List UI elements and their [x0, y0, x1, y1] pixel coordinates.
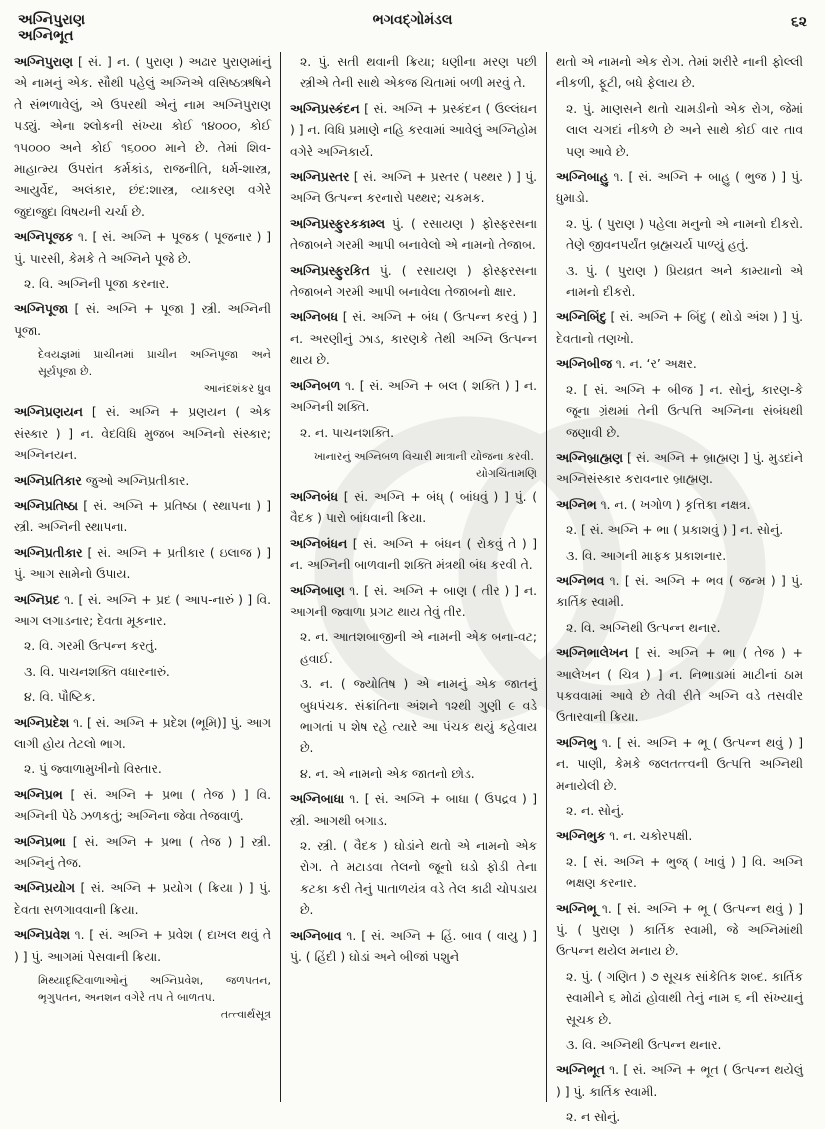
headword: અગ્નિપ્રદ [14, 592, 60, 607]
sub-sense: ૨. પું જ્વાળામુખીનો વિસ્તાર. [24, 762, 162, 777]
headword: અગ્નિબાણ [290, 583, 345, 598]
sub-sense: ૨. સ્ત્રી. ( વૈદક ) ઘોડાંને થતો એ નામનો એક રોગ. તે મટાડવા તેલનો જૂનો ઘડો ફોડી તેના કટકા કરી તેનું પાતાળયંત્ર વડે તેલ કાઢી ચોપડાય છે. [300, 839, 537, 918]
headword: અગ્નિપૂજક [14, 230, 74, 245]
definition: [ સં. અગ્નિ + પૂજા ] સ્ત્રી. અગ્નિની પૂજા. [14, 302, 271, 338]
definition: [ સં. અગ્નિ + પ્રતિષ્ઠા ( સ્થાપના ) ] સ્ત્રી. અગ્નિની સ્થાપના. [14, 498, 271, 535]
definition: ૧. [ સં. અગ્નિ + બલ ( શક્તિ ) ] ન. અગ્નિની શક્તિ. [290, 378, 537, 415]
definition: ૧. ન. ચકોરપક્ષી. [605, 829, 693, 844]
headword: અગ્નિપ્રયોગ [14, 881, 75, 896]
headword: અગ્નિભાલેખન [556, 646, 629, 661]
dictionary-entry [556, 495, 803, 516]
definition: ૧. [ સં. અગ્નિ + બાણ ( તીર ) ] ન. આગની જ્વાળા પ્રગટ થાય તેવું તીર. [290, 583, 537, 619]
definition: [ સં. અગ્નિ + પ્રભા ( તેજ ) ] વિ. અગ્નિની પેઠે ઝળકતું; અગ્નિના જેવા તેજવાળું. [14, 787, 271, 824]
headword: અગ્નિપ્રતિષ્ઠા [14, 498, 79, 513]
dictionary-entry [14, 878, 271, 921]
dictionary-entry [14, 713, 271, 756]
quote-source: આનંદશંકર ધ્રુવ [203, 382, 271, 396]
quote-text: મિથ્યાદૃષ્ટિવાળાઓનું અગ્નિપ્રવેશ, જળપતન, ભૃગુપતન, અનશન વગેરે તપ તે બાળતપ. [38, 974, 271, 1005]
dictionary-entry [14, 543, 271, 586]
dictionary-entry [14, 496, 271, 539]
definition: [ સં. અગ્નિ + પ્રભા ( તેજ ) ] સ્ત્રી. અગ્નિનું તેજ. [14, 834, 271, 870]
sub-sense: ૨. [ સં. અગ્નિ + ભુજ્ ( ખાવું ) ] વિ. અગ્નિ ભક્ષણ કરનાર. [566, 854, 803, 891]
dictionary-entry [14, 471, 271, 492]
definition: ૧. [ સં. અગ્નિ + ભૂત ( ઉત્પન્ન થયેલું ) ] પું. કાર્તિક સ્વામી. [556, 1063, 803, 1099]
dictionary-entry [556, 307, 803, 350]
definition: [ સં. અગ્નિ + પ્રયોગ ( ક્રિયા ) ] પું. દેવતા સળગાવવાની ક્રિયા. [14, 881, 271, 917]
headword: અગ્નિબ્રાહ્મણ [556, 450, 623, 465]
dictionary-entry [556, 354, 803, 375]
sub-sense: ૨. વિ. ગરમી ઉત્પન્ન કરતું. [24, 639, 158, 654]
dictionary-entry [290, 99, 537, 163]
sub-sense: ૨. ન સોનું. [566, 1110, 621, 1125]
headword: અગ્નિપ્રભ [14, 787, 63, 802]
definition: જુઓ અગ્નિપ્રતીકાર. [81, 473, 190, 488]
sub-sense: ૩. ન. ( જ્યોતિષ ) એ નામનું એક જાતનું બુધપંચક. સંક્રાંતિના અંશને ૧૨થી ગુણી ૯ વડે ભાગતાં ૫ શેષ રહે ત્યારે આ પંચક થયું કહેવાય છે. [300, 677, 537, 756]
definition: [ સં. અગ્નિ + પ્રસ્કંદન ( ઉલ્લંઘન ) ] ન. વિધિ પ્રમાણે નહિ કરવામાં આવેલું અગ્નિહોમ વગેરે અગ્નિકાર્ય. [290, 101, 537, 159]
dictionary-entry [556, 571, 803, 614]
definition: ૧. [ સં. અગ્નિ + ભૂ ( ઉત્પન્ન થવું ) ] પું. ( પુરાણ ) કાર્તિક સ્વામી, જે અગ્નિમાંથી ઉત્પન્ન થયેલ મનાય છે. [556, 901, 803, 959]
definition: ૧. [ સં. અગ્નિ + પ્રવેશ ( દાખલ થવું તે ) ] પું. આગમાં પેસવાની ક્રિયા. [14, 928, 271, 964]
definition: [ સં. અગ્નિ + પ્રસ્તર ( પથ્થર ) ] પું. અગ્નિ ઉત્પન્ન કરનારો પથ્થર; ચકમક. [290, 170, 537, 206]
column-middle [280, 52, 546, 1102]
definition: પું. ( રસાયણ ) ફોસ્ફરસના તેજાબને ગરમી આપી બનાવેલા તેજાબનો ક્ષાર. [290, 263, 537, 300]
sub-sense: ૨. ન. પાચનશક્તિ. [300, 425, 395, 440]
headword: અગ્નિપ્રતીકાર [14, 545, 83, 560]
dictionary-entry [14, 832, 271, 875]
dictionary-entry [290, 376, 537, 419]
definition: [ સં. અગ્નિ + બંધન ( રોકવું તે ) ] ન. અગ્નિની બાળવાની શક્તિ મંત્રથી બંધ કરવી તે. [290, 536, 537, 573]
headword: અગ્નિભૂત [556, 1063, 605, 1078]
quote-text: દેવયજ્ઞમાં પ્રાચીનમાં પ્રાચીન અગ્નિપૂજા અને સૂર્યપૂજા છે. [38, 348, 271, 379]
definition: પું. ( રસાયણ ) ફોસ્ફરસના તેજાબને ગરમી આપી બનાવેલો એ નામનો તેજાબ. [290, 216, 537, 253]
sub-sense: ૨. [ સં. અગ્નિ + ભા ( પ્રકાશવું ) ] ન. સોનું. [566, 523, 784, 538]
definition: ૧. ન. ( ખગોળ ) કૃત્તિકા નક્ષત્ર. [596, 497, 751, 512]
sub-sense: ૨. પું. ( ગણિત ) ૭ સૂચક સાંકેતિક શબ્દ. કાર્તિક સ્વામીને ૬ મોઢાં હોવાથી તેનું નામ ૬ ની સંખ્યાનું સૂચક છે. [566, 969, 803, 1027]
headword: અગ્નિભૂ [556, 901, 597, 916]
headword: અગ્નિભુ [556, 735, 597, 750]
dictionary-entry [290, 487, 537, 530]
dictionary-entry [14, 590, 271, 633]
headword: અગ્નિપ્રણયન [14, 405, 83, 420]
quote-text: ખાનારનું અગ્નિબળ વિચારી માત્રાની યોજના કરવી. [314, 449, 534, 463]
citation-quote [14, 972, 271, 1023]
definition: [ સં. ] ન. ( પુરાણ ) અઢાર પુરાણમાંનું એ નામનું એક. સૌથી પહેલું અગ્નિએ વસિષ્ઠઋષિને તે સંભળાવેલું, એ ઉપરથી એનું નામ અગ્નિપુરાણ પડ્યું. એના શ્લોકની સંખ્યા કોઈ ૧૪૦૦૦, કોઈ ૧૫૦૦૦ અને કોઈ ૧૬૦૦૦ માને છે. તેમાં શિવ-માહાત્મ્ય ઉપરાંત કર્મકાંડ, રાજનીતિ, ધર્મ-શાસ્ત્ર, આયુર્વેદ, અલંકાર, છંદ:શાસ્ત્ર, વ્યાકરણ વગેરે જુદાજુદા વિષયની ચર્ચા છે. [14, 55, 271, 219]
dictionary-entry [290, 534, 537, 577]
dictionary-entry [556, 643, 803, 729]
headword: અગ્નિપ્રભા [14, 834, 66, 849]
sub-sense: ૨. પું. ( પુરાણ ) પહેલા મનુનો એ નામનો દીકરો. તેણે જીવનપર્યંત બ્રહ્મચર્ય પાળ્યું હતું. [566, 216, 803, 253]
headword: અગ્નિબળ [290, 378, 341, 393]
quote-source: તત્ત્વાર્થસૂત્ર [220, 1008, 271, 1022]
headword: અગ્નિપ્રદેશ [14, 715, 70, 730]
headword: અગ્નિભવ [556, 573, 605, 588]
sub-sense: ૪. ન. એ નામનો એક જાતનો છોડ. [300, 766, 475, 781]
dictionary-entry [14, 785, 271, 828]
headword: અગ્નિબંધન [290, 536, 348, 551]
headword: અગ્નિબિંદુ [556, 310, 607, 325]
definition: ૧. [ સં. અગ્નિ + પૂજક ( પૂજનાર ) ] પું. પારસી, કેમકે તે અગ્નિને પૂજે છે. [14, 230, 271, 266]
sub-sense: ૨. ન. સોનું. [566, 804, 625, 818]
sub-sense: ૩. વિ. પાચનશક્તિ વધારનારું. [24, 664, 170, 679]
headword: અગ્નિપૂજા [14, 302, 68, 317]
guide-word-first: અગ્નિપુરાણ [18, 12, 86, 28]
dictionary-entry [556, 733, 803, 797]
definition: [ સં. અગ્નિ + બંધ ( ઉત્પન્ન કરવું ) ] ન. અરણીનું ઝાડ, કારણકે તેથી અગ્નિ ઉત્પન્ન થાય છે. [290, 310, 537, 368]
definition: [ સં. અગ્નિ + બિંદુ ( થોડો અંશ ) ] પું. દેવતાનો તણખો. [556, 310, 803, 346]
definition: [ સં. અગ્નિ + પ્રણયન ( એક સંસ્કાર ) ] ન. વેદવિધિ મુજબ અગ્નિનો સંસ્કાર; અગ્નિનયન. [14, 405, 271, 463]
book-title: ભગવદ્ગોમંડલ [372, 12, 453, 28]
headword: અગ્નિબાવ [290, 928, 342, 943]
dictionary-entry [290, 926, 537, 969]
citation-quote [290, 448, 537, 482]
headword: અગ્નિભુક [556, 829, 606, 844]
sub-sense: ૨. ન. આતશબાજીની એ નામની એક બના-વટ; હવાઈ. [300, 630, 537, 666]
headword: અગ્નિપ્રવેશ [14, 928, 70, 943]
page-header [0, 0, 825, 55]
definition: [ સં. અગ્નિ + પ્રતીકાર ( ઇલાજ ) ] પું. આગ સામેનો ઉપાય. [14, 545, 271, 582]
dictionary-entry [290, 167, 537, 210]
dictionary-entry [14, 299, 271, 342]
dictionary-entry [290, 789, 537, 832]
sub-sense: ૨. [ સં. અગ્નિ + બીજ ] ન. સોનું, કારણ-કે જૂના ગ્રંથમાં તેની ઉત્પત્તિ અગ્નિના સંબંધથી જણાવી છે. [566, 382, 803, 440]
headword: અગ્નિબાહુ [556, 170, 609, 185]
dictionary-entry [290, 307, 537, 371]
definition: ૧. [ સં. અગ્નિ + બાધા ( ઉપદ્રવ ) ] સ્ત્રી. આગથી બગાડ. [290, 792, 537, 828]
sub-sense: ૩. પું. ( પુરાણ ) પ્રિયવ્રત અને કામ્યાનો એ નામનો દીકરો. [566, 263, 803, 300]
column-right [546, 52, 812, 1125]
headword: અગ્નિબંધ [290, 489, 339, 504]
definition: ૧. [ સં. અગ્નિ + બાહુ ( ભુજ ) ] પું. ધુમાડો. [556, 170, 803, 206]
dictionary-entry [556, 448, 803, 491]
headword: અગ્નિભ [556, 497, 597, 512]
definition: [ સં. અગ્નિ + ભા ( તેજ ) + આલેખન ( ચિત્ર ) ] ન. નિભાડામાં માટીનાં ઠામ પકવવામાં આવે છે તેવી રીતે અગ્નિ વડે તસવીર ઉતારવાની ક્રિયા. [556, 646, 803, 725]
dictionary-entry [14, 227, 271, 270]
sub-sense: ૩. વિ. અગ્નિથી ઉત્પન્ન થનાર. [566, 1038, 722, 1053]
definition: ૧. [ સં. અગ્નિ + પ્રદ ( આપ-નારું ) ] વિ. આગ લગાડનાર; દેવતા મૂકનાર. [14, 592, 271, 628]
headword: અગ્નિબીજ [556, 357, 612, 372]
dictionary-entry [290, 214, 537, 257]
definition: ૧. [ સં. અગ્નિ + ભૂ ( ઉત્પન્ન થવું ) ] ન. પાણી, કેમકે જલતત્ત્વની ઉત્પત્તિ અગ્નિથી મનાયેલી છે. [556, 735, 803, 793]
dictionary-entry [290, 581, 537, 624]
quote-source: યોગચિંતામણિ [476, 466, 537, 480]
sub-sense: ૪. વિ. પૌષ્ટિક. [24, 690, 96, 705]
definition: ૧. [ સં. અગ્નિ + હિં. બાવ ( વાયુ ) ] પું. ( હિંદી ) ઘોડાં અને બીજાં પશુને [290, 928, 537, 965]
headword: અગ્નિપ્રસ્ફુરકિત [290, 263, 370, 278]
definition: ૧. [ સં. અગ્નિ + પ્રદેશ (ભૂમિ)] પું. આગ લાગી હોય તેટલો ભાગ. [14, 715, 271, 751]
sub-sense: ૨. પું. સતી થવાની ક્રિયા; ધણીના મરણ પછી સ્ત્રીએ તેની સાથે એકજ ચિતામાં બળી મરવું તે. [300, 55, 537, 91]
column-left [14, 52, 280, 1102]
definition: ૧. [ સં. અગ્નિ + ભવ ( જન્મ ) ] પું. કાર્તિક સ્વામી. [556, 573, 803, 610]
sub-sense: ૨. પું. માણસને થતો ચામડીનો એક રોગ, જેમાં લાલ ચગદાં નીકળે છે અને સાથે કોઈ વાર તાવ પણ આવે છે. [566, 101, 803, 159]
definition: ૧. ન. ‘ર’ અક્ષર. [611, 357, 697, 372]
sub-sense: ૩. વિ. આગની માફક પ્રકાશનાર. [566, 548, 727, 563]
headword: અગ્નિબાધા [290, 792, 345, 807]
citation-quote [14, 346, 271, 397]
headword: અગ્નિપુરાણ [14, 55, 73, 69]
dictionary-entry [556, 826, 803, 847]
dictionary-entry [290, 261, 537, 304]
headword: અગ્નિપ્રસ્તર [290, 170, 350, 185]
guide-word-last: અગ્નિભૂત [18, 28, 74, 44]
dictionary-entry [556, 167, 803, 210]
dictionary-entry [14, 402, 271, 466]
sub-sense: ૨. વિ. અગ્નિની પૂજા કરનાર. [24, 277, 170, 292]
definition: [ સં. અગ્નિ + બંધ્ ( બાંધવું ) ] પું. ( વૈદક ) પારો બાંધવાની ક્રિયા. [290, 489, 537, 526]
headword: અગ્નિબધ [290, 310, 339, 325]
dictionary-entry [556, 899, 803, 963]
dictionary-entry [14, 925, 271, 968]
definition: [ સં. અગ્નિ + બ્રાહ્મણ ] પું. મુડદાંને અગ્નિસંસ્કાર કરાવનાર બ્રાહ્મણ. [556, 450, 803, 487]
headword: અગ્નિપ્રસ્ફુરકકામ્લ [290, 216, 385, 231]
sub-sense: ૨. વિ. અગ્નિથી ઉત્પન્ન થનાર. [566, 620, 721, 635]
page-number: ૬૨ [790, 14, 807, 30]
continued-text: થતો એ નામનો એક રોગ. તેમાં શરીરે નાની ફોલ્લી નીકળી, ફૂટી, બધે ફેલાય છે. [556, 55, 803, 91]
headword: અગ્નિપ્રસ્કંદન [290, 101, 360, 116]
dictionary-entry [14, 52, 271, 223]
dictionary-entry [556, 1060, 803, 1103]
dictionary-columns [14, 52, 814, 1125]
headword: અગ્નિપ્રતિકાર [14, 473, 82, 488]
